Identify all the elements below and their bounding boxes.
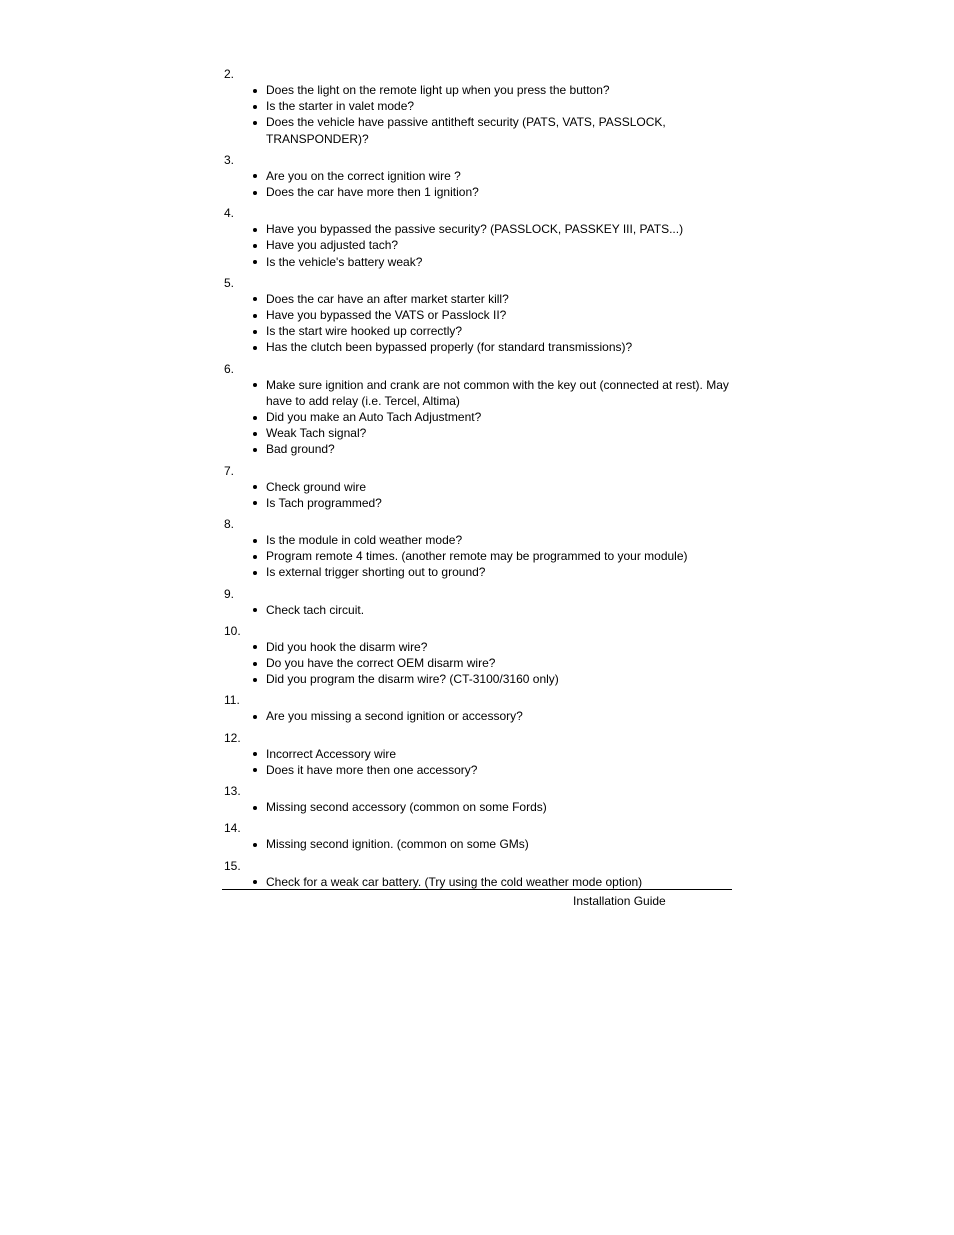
bullet-icon	[253, 843, 257, 847]
section-number: 14.	[224, 821, 241, 836]
checklist-item	[224, 377, 732, 409]
checklist-item	[224, 237, 732, 253]
checklist-item-text: Is Tach programmed?	[266, 495, 382, 510]
checklist-item	[224, 425, 732, 441]
checklist	[224, 82, 732, 147]
troubleshooting-section	[224, 623, 732, 688]
checklist-item-text: Are you missing a second ignition or accessory?	[266, 709, 523, 724]
section-number: 15.	[224, 858, 241, 873]
checklist-item	[224, 874, 732, 890]
checklist	[224, 874, 732, 890]
checklist-item	[224, 98, 732, 114]
bullet-icon	[253, 330, 257, 334]
checklist-item	[224, 409, 732, 425]
checklist	[224, 799, 732, 815]
footer-divider	[222, 889, 732, 890]
checklist-item	[224, 532, 732, 548]
bullet-icon	[253, 174, 257, 178]
checklist-item-text: Does the car have more then 1 ignition?	[266, 185, 479, 200]
checklist-item-text: Does the car have an after market starter kill?	[266, 291, 509, 306]
checklist	[224, 639, 732, 688]
troubleshooting-section	[224, 820, 732, 852]
checklist-item	[224, 307, 732, 323]
bullet-icon	[253, 89, 257, 93]
checklist-item	[224, 323, 732, 339]
troubleshooting-section	[224, 783, 732, 815]
bullet-icon	[253, 297, 257, 301]
checklist	[224, 377, 732, 458]
troubleshooting-section	[224, 516, 732, 581]
bullet-icon	[253, 571, 257, 575]
checklist-item-text: Bad ground?	[266, 442, 335, 457]
checklist-item-text: Missing second accessory (common on some Fords)	[266, 800, 547, 815]
checklist-item-text: Make sure ignition and crank are not common with the key out (connected at rest). May have to add relay (i.e. Tercel, Altima)	[266, 377, 729, 408]
checklist-item	[224, 655, 732, 671]
bullet-icon	[253, 662, 257, 666]
checklist	[224, 708, 732, 724]
bullet-icon	[253, 191, 257, 195]
checklist-item-text: Did you make an Auto Tach Adjustment?	[266, 410, 482, 425]
checklist-item-text: Does the light on the remote light up when you press the button?	[266, 83, 610, 97]
checklist	[224, 479, 732, 511]
troubleshooting-section	[224, 858, 732, 890]
bullet-icon	[253, 678, 257, 682]
bullet-icon	[253, 416, 257, 420]
section-number: 13.	[224, 784, 241, 799]
footer-title: Installation Guide	[573, 894, 666, 908]
checklist-item-text: Check ground wire	[266, 479, 367, 494]
checklist-item	[224, 168, 732, 184]
checklist-item-text: Missing second ignition. (common on some GMs)	[266, 837, 529, 852]
section-number: 10.	[224, 623, 241, 638]
bullet-icon	[253, 645, 257, 649]
troubleshooting-section	[224, 730, 732, 778]
troubleshooting-section	[224, 66, 732, 147]
bullet-icon	[253, 715, 257, 719]
checklist-item	[224, 221, 732, 237]
checklist-item-text: Do you have the correct OEM disarm wire?	[266, 656, 496, 671]
checklist-item-text: Have you bypassed the passive security? (PASSLOCK, PASSKEY III, PATS...)	[266, 222, 684, 237]
section-number: 3.	[224, 152, 235, 167]
bullet-icon	[253, 485, 257, 489]
checklist	[224, 221, 732, 270]
troubleshooting-section	[224, 463, 732, 511]
section-number: 11.	[224, 693, 240, 708]
section-number: 8.	[224, 517, 235, 532]
checklist-item	[224, 564, 732, 580]
checklist-item-text: Check for a weak car battery. (Try using the cold weather mode option)	[266, 874, 643, 889]
bullet-icon	[253, 244, 257, 248]
section-number: 5.	[224, 275, 235, 290]
checklist-item	[224, 836, 732, 852]
checklist-item-text: Is the starter in valet mode?	[266, 99, 415, 114]
checklist-item-text: Does it have more then one accessory?	[266, 762, 478, 777]
checklist-item-text: Have you adjusted tach?	[266, 238, 399, 253]
checklist-item	[224, 339, 732, 355]
troubleshooting-section	[224, 361, 732, 458]
checklist-item-text: Incorrect Accessory wire	[266, 746, 397, 761]
checklist-item	[224, 82, 732, 98]
checklist-item-text: Is the module in cold weather mode?	[266, 533, 463, 548]
checklist-item	[224, 254, 732, 270]
checklist	[224, 746, 732, 778]
section-number: 4.	[224, 206, 235, 221]
checklist-item	[224, 495, 732, 511]
troubleshooting-section	[224, 205, 732, 270]
bullet-icon	[253, 806, 257, 810]
checklist-item-text: Program remote 4 times. (another remote may be programmed to your module)	[266, 549, 688, 564]
bullet-icon	[253, 314, 257, 318]
bullet-icon	[253, 105, 257, 109]
checklist-item-text: Did you hook the disarm wire?	[266, 639, 428, 654]
bullet-icon	[253, 768, 257, 772]
checklist-item-text: Are you on the correct ignition wire ?	[266, 168, 461, 183]
checklist-item	[224, 639, 732, 655]
bullet-icon	[253, 555, 257, 559]
section-number: 2.	[224, 67, 235, 81]
checklist-item	[224, 479, 732, 495]
troubleshooting-section	[224, 152, 732, 200]
bullet-icon	[253, 260, 257, 264]
checklist-item	[224, 762, 732, 778]
checklist-item	[224, 441, 732, 457]
checklist-item-text: Is the start wire hooked up correctly?	[266, 324, 463, 339]
troubleshooting-section	[224, 692, 732, 724]
bullet-icon	[253, 501, 257, 505]
checklist-item	[224, 799, 732, 815]
checklist	[224, 291, 732, 356]
checklist-item	[224, 746, 732, 762]
checklist-item	[224, 291, 732, 307]
checklist	[224, 168, 732, 200]
checklist	[224, 836, 732, 852]
checklist-item	[224, 708, 732, 724]
bullet-icon	[253, 608, 257, 612]
bullet-icon	[253, 346, 257, 350]
checklist-item-text: Did you program the disarm wire? (CT-3100/3160 only)	[266, 672, 559, 687]
checklist-item	[224, 548, 732, 564]
bullet-icon	[253, 228, 257, 232]
checklist-item-text: Weak Tach signal?	[266, 426, 367, 441]
section-number: 6.	[224, 361, 235, 376]
bullet-icon	[253, 121, 257, 125]
bullet-icon	[253, 752, 257, 756]
checklist	[224, 532, 732, 581]
checklist-item-text: Does the vehicle have passive antitheft security (PATS, VATS, PASSLOCK, TRANSPONDER)?	[266, 115, 666, 146]
checklist-item	[224, 671, 732, 687]
bullet-icon	[253, 448, 257, 452]
bullet-icon	[253, 383, 257, 387]
checklist-item-text: Has the clutch been bypassed properly (for standard transmissions)?	[266, 340, 633, 355]
troubleshooting-section	[224, 586, 732, 618]
checklist-item	[224, 184, 732, 200]
bullet-icon	[253, 539, 257, 543]
checklist-item	[224, 114, 732, 146]
checklist	[224, 602, 732, 618]
checklist-item-text: Have you bypassed the VATS or Passlock II?	[266, 308, 507, 323]
bullet-icon	[253, 880, 257, 884]
troubleshooting-list	[224, 66, 732, 895]
checklist-item-text: Is the vehicle's battery weak?	[266, 254, 423, 269]
section-number: 7.	[224, 463, 235, 478]
checklist-item-text: Is external trigger shorting out to ground?	[266, 565, 486, 580]
checklist-item-text: Check tach circuit.	[266, 602, 365, 617]
troubleshooting-section	[224, 275, 732, 356]
bullet-icon	[253, 432, 257, 436]
checklist-item	[224, 602, 732, 618]
section-number: 12.	[224, 730, 241, 745]
section-number: 9.	[224, 586, 235, 601]
